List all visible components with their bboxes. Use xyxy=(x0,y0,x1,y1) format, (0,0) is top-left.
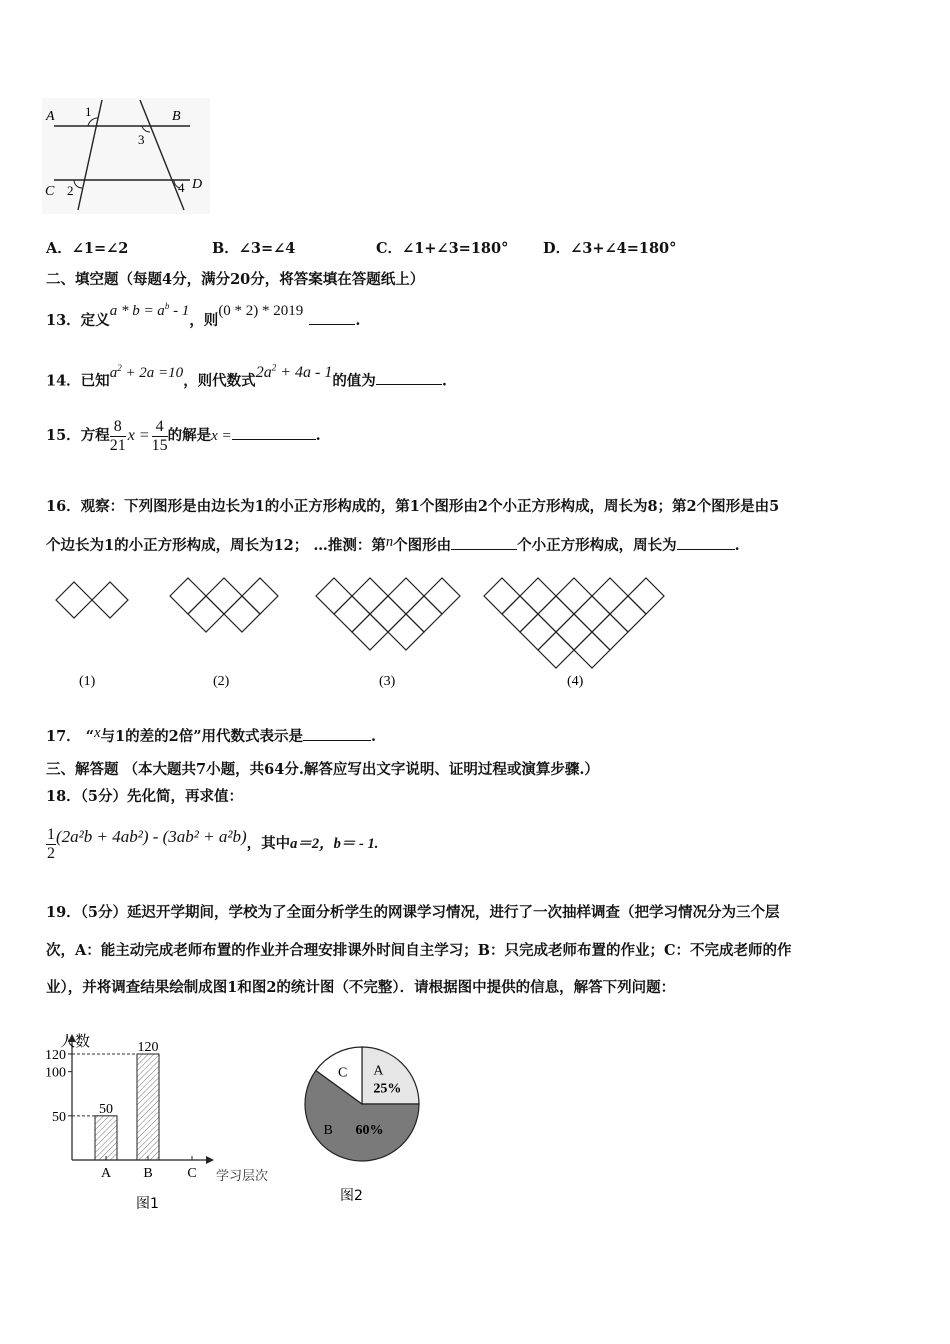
chart2-title: 图2 xyxy=(340,1188,363,1204)
label-C: C xyxy=(45,184,55,199)
question-16-line1: 16．观察：下列图形是由边长为1的小正方形构成的，第1个图形由2个小正方形构成，周长为8；第2个图形是由5 xyxy=(46,498,780,515)
bar-B xyxy=(137,1054,159,1160)
q16-count-blank[interactable] xyxy=(451,535,517,550)
q13-then: ，则 xyxy=(189,312,219,329)
q14-given: $a^2 + 2a =10$ xyxy=(109,363,184,382)
label-D: D xyxy=(192,177,203,192)
pattern-4 xyxy=(484,578,664,668)
square-patterns-figure xyxy=(40,568,680,693)
q15-fraction-2: $\frac{4}{15}$ xyxy=(151,417,168,454)
pie-chart xyxy=(298,1040,428,1210)
question-19-line1: 19．（5分）延迟开学期间，学校为了全面分析学生的网课学习情况，进行了一次抽样调查（把学习情况分为三个层 xyxy=(46,904,780,921)
option-d[interactable]: D．∠3+∠4=180° xyxy=(543,240,677,257)
q18-expr: (2a²b + 4ab²) - (3ab² + a²b) xyxy=(56,827,247,846)
pattern-3-label: (3) xyxy=(379,674,396,689)
y-axis-label: 人数 xyxy=(60,1032,91,1050)
question-16-line2 xyxy=(46,535,740,556)
q14-answer-blank[interactable] xyxy=(376,370,442,385)
question-18-expression xyxy=(46,820,378,866)
q15-answer-blank[interactable] xyxy=(232,425,316,440)
q15-end: . xyxy=(315,427,321,444)
question-18-title: 18．（5分）先化简，再求值： xyxy=(46,788,244,805)
q16-n-var: n xyxy=(385,534,394,550)
q18-where: ，其中 xyxy=(246,835,291,852)
section3-heading: 三、解答题 （本大题共7小题，共64分.解答应写出文字说明、证明过程或演算步骤.） xyxy=(46,761,599,778)
question-15 xyxy=(46,414,321,458)
q18-fraction: $\frac{1}{2}$ xyxy=(47,825,55,862)
pie-label-A: A xyxy=(373,1063,384,1079)
q15-prefix: 15．方程 xyxy=(46,427,110,444)
q14-suffix: 的值为 xyxy=(332,372,376,390)
pattern-2 xyxy=(170,578,278,632)
q13-expression: (0 * 2) * 2019 xyxy=(218,303,304,319)
q13-definition: $a * b = a^b - 1$ xyxy=(109,301,190,319)
q17-x-var: x xyxy=(94,725,101,741)
q14-mid: ，则代数式 xyxy=(183,372,256,390)
bar-A xyxy=(95,1116,117,1160)
option-c[interactable]: C．∠1+∠3=180° xyxy=(376,240,509,257)
q15-fraction-1: $\frac{8}{21}$ xyxy=(109,417,126,454)
label-4: 4 xyxy=(178,180,185,195)
x-axis-label: 学习层次 xyxy=(216,1169,269,1184)
q14-expression: $2a^2 + 4a - 1$ xyxy=(255,363,333,382)
question-19-line3: 业），并将调查结果绘制成图1和图2的统计图（不完整）．请根据图中提供的信息，解答下列问题： xyxy=(46,979,676,996)
pattern-2-label: (2) xyxy=(213,674,230,689)
q14-prefix: 14．已知 xyxy=(46,372,110,390)
q17-end: . xyxy=(371,728,377,745)
q15-suffix: 的解是 xyxy=(167,427,212,444)
q16-line2-a: 个边长为1的小正方形构成，周长为12； …推测：第 xyxy=(46,537,386,554)
section2-heading: 二、填空题（每题4分，满分20分，将答案填在答题纸上） xyxy=(46,271,425,288)
q17-text: 与1的差的2倍”用代数式表示是 xyxy=(100,728,304,745)
x-axis-arrow xyxy=(206,1156,214,1164)
pattern-1-label: (1) xyxy=(79,674,96,689)
question-13 xyxy=(46,301,361,331)
q13-prefix: 13．定义 xyxy=(46,312,110,329)
option-b[interactable]: B．∠3=∠4 xyxy=(212,240,296,257)
q13-end: . xyxy=(355,312,361,329)
q14-end: . xyxy=(441,372,447,390)
label-B: B xyxy=(172,109,181,124)
parallel-lines-figure xyxy=(42,98,210,214)
bar-chart xyxy=(40,1032,290,1212)
label-1: 1 xyxy=(85,104,92,119)
x-tick-label-C: C xyxy=(187,1166,197,1181)
label-3: 3 xyxy=(138,132,145,147)
label-A: A xyxy=(46,109,55,124)
q17-answer-blank[interactable] xyxy=(303,726,371,741)
question-14 xyxy=(46,363,447,391)
pie-label-C: C xyxy=(337,1065,348,1081)
pattern-4-label: (4) xyxy=(567,674,584,689)
q16-line2-b: 个图形由 xyxy=(393,537,452,554)
question-17 xyxy=(46,726,376,747)
pie-value-A: 25% xyxy=(373,1081,402,1097)
y-tick-label-50: 50 xyxy=(52,1109,66,1125)
q17-prefix: 17． “ xyxy=(46,728,95,745)
y-tick-label-100: 100 xyxy=(45,1065,66,1081)
q13-answer-blank[interactable] xyxy=(309,310,355,325)
x-tick-label-B: B xyxy=(143,1166,153,1181)
bar-value-label-A: 50 xyxy=(99,1101,113,1117)
label-2: 2 xyxy=(67,183,74,198)
option-a[interactable]: A．∠1=∠2 xyxy=(46,240,129,257)
pattern-3 xyxy=(316,578,460,650)
y-tick-label-120: 120 xyxy=(45,1048,66,1063)
q16-perimeter-blank[interactable] xyxy=(677,535,735,550)
pattern-1 xyxy=(56,582,128,618)
q16-line2-c: 个小正方形构成，周长为 xyxy=(517,537,677,554)
q16-end: . xyxy=(734,537,740,554)
q15-x-var: x = xyxy=(211,428,232,444)
q18-condition: a＝2，b＝ - 1. xyxy=(290,836,379,852)
pie-value-B: 60% xyxy=(355,1123,384,1139)
question-19-line2: 次，A：能主动完成老师布置的作业并合理安排课外时间自主学习；B：只完成老师布置的作业；C：不完成老师的作 xyxy=(46,942,792,959)
x-tick-label-A: A xyxy=(100,1166,112,1181)
bar-value-label-B: 120 xyxy=(137,1040,159,1055)
q15-x-equals: x = xyxy=(127,427,150,444)
pie-label-B: B xyxy=(323,1123,333,1139)
chart1-title: 图1 xyxy=(136,1196,159,1212)
